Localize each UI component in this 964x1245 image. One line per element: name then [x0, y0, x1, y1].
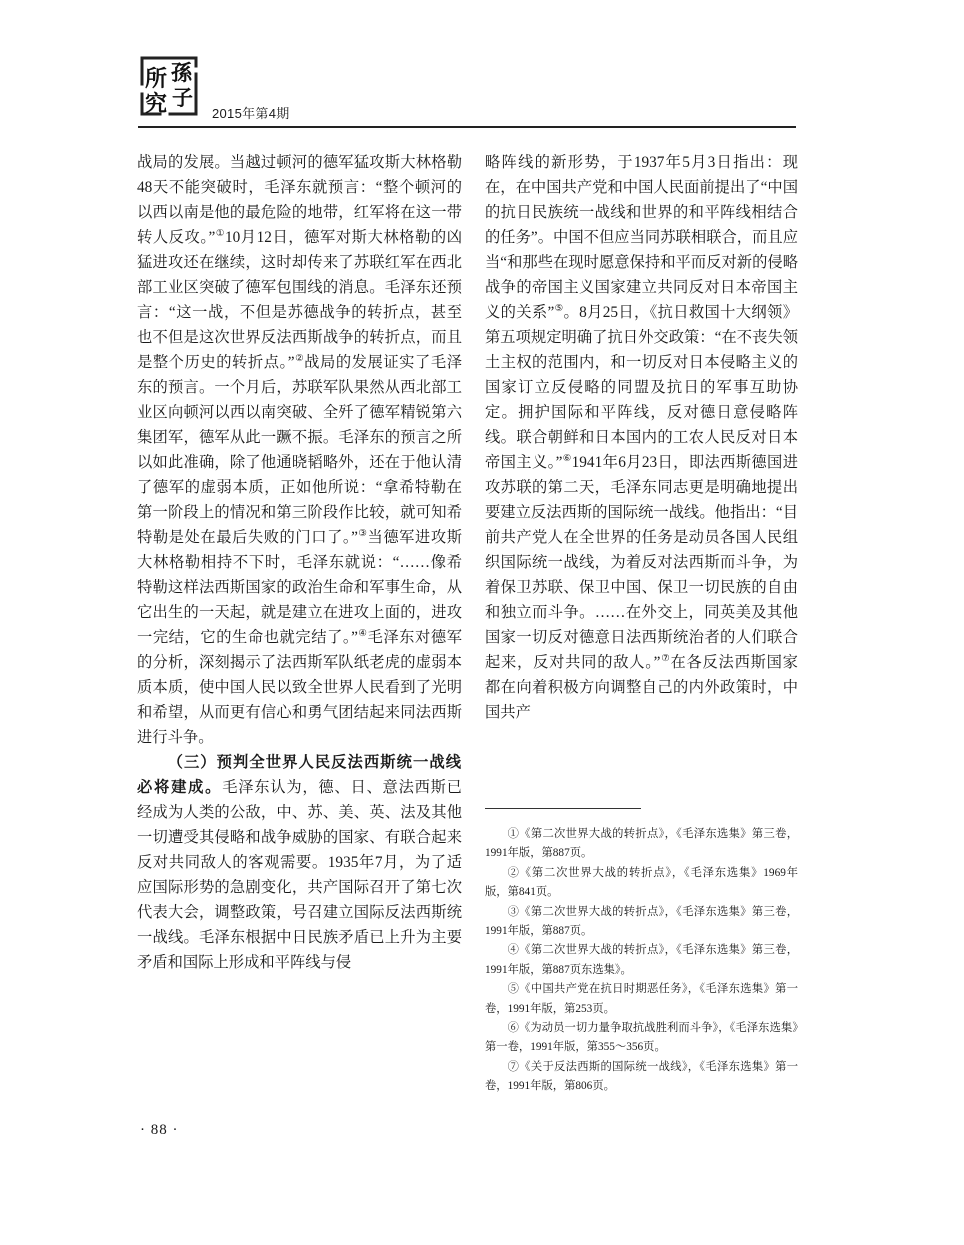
right-column	[485, 150, 798, 725]
logo-char: 孫	[171, 61, 192, 85]
paragraph-continued	[485, 150, 798, 725]
text-run: 在各反法西斯国家都在向着积极方向调整自己的内外政策时，中国共产	[485, 654, 798, 721]
text-run: 10月12日，德军对斯大林格勒的凶猛进攻还在继续，这时却传来了苏联红军在西北部工业区突破了德军包围线的消息。毛泽东还预言：“这一战，不但是苏德战争的转折点，甚至也不但是这次世界反法西斯战争的转折点，而且是整个历史的转折点。”	[137, 229, 462, 371]
footnote-rule	[485, 808, 641, 809]
footnote: ③《第二次世界大战的转折点》，《毛泽东选集》第三卷，1991年版，第887页。	[485, 905, 798, 938]
footnote: ⑤《中国共产党在抗日时期恶任务》，《毛泽东选集》第一卷，1991年版，第253页。	[485, 983, 798, 1015]
footnote-ref: ④	[357, 629, 368, 639]
footnote-ref: ⑦	[660, 654, 671, 664]
logo-char: 子	[172, 86, 193, 110]
text-run: 毛泽东认为，德、日、意法西斯已经成为人类的公敌，中、苏、美、英、法及其他一切遭受其侵略和战争威胁的国家、有联合起来反对共同敌人的客观需要。1935年7月，为了适应国际形势的急剧变化，共产国际召开了第七次代表大会，调整政策，号召建立国际反法西斯统一战线。毛泽东根据中日民族矛盾已上升为主要矛盾和国际上形成和平阵线与侵	[137, 779, 462, 971]
text-run: 毛泽东对德军的分析，深刻揭示了法西斯军队纸老虎的虚弱本质本质，使中国人民以致全世界人民看到了光明和希望，从而更有信心和勇气团结起来同法西斯进行斗争。	[137, 629, 462, 746]
footnote-ref: ①	[215, 229, 225, 239]
text-run: 当德军进攻斯大林格勒相持不下时，毛泽东就说：“……像希特勒这样法西斯国家的政治生命和军事生命，从它出生的一天起，就是建立在进攻上面的，进攻一完结，它的生命也就完结了。”	[137, 529, 462, 646]
footnote: ⑥《为动员一切力量争取抗战胜利而斗争》，《毛泽东选集》第一卷，1991年版，第355～356页。	[485, 1022, 798, 1054]
footnote-ref: ②	[294, 354, 305, 364]
paragraph-united-front	[137, 750, 462, 975]
text-run: 战局的发展证实了毛泽东的预言。一个月后，苏联军队果然从西北部工业区向顿河以西以南突破、全歼了德军精锐第六集团军，德军从此一蹶不振。毛泽东的预言之所以如此准确，除了他通晓韬略外，还在于他认清了德军的虚弱本质，正如他所说：“拿希特勒在第一阶段上的情况和第三阶段作比较，就可知希特勒是处在最后失败的门口了。”	[137, 354, 462, 546]
logo-char: 所	[145, 66, 168, 91]
text-run: 略阵线的新形势，于1937年5月3日指出：现在，在中国共产党和中国人民面前提出了“中国的抗日民族统一战线和世界的和平阵线相结合的任务”。中国不但应当同苏联相联合，而且应当“和那些在现时愿意保持和平而反对新的侵略战争的帝国主义国家建立共同反对日本帝国主义的关系”	[485, 154, 798, 321]
section-heading: （三）预判全世界人民反法西斯统一战线必将建成。	[137, 754, 462, 796]
journal-logo	[136, 54, 200, 120]
text-run: 战局的发展。当越过顿河的德军猛攻斯大林格勒48天不能突破时，毛泽东就预言：“整个顿河的以西以南是他的最危险的地带，红军将在这一带转人反攻。”	[137, 154, 462, 246]
footnote: ②《第二次世界大战的转折点》，《毛泽东选集》1969年版，第841页。	[485, 866, 798, 899]
footnote: ④《第二次世界大战的转折点》，《毛泽东选集》第三卷，1991年版，第887页东选集》。	[485, 944, 798, 976]
paragraph-predictions	[137, 150, 462, 750]
footnote-ref: ③	[357, 529, 368, 539]
footnotes	[485, 825, 798, 1097]
text-run: 。8月25日，《抗日救国十大纲领》第五项规定明确了抗日外交政策：“在不丧失领土主权的范围内，和一切反对日本侵略主义的国家订立反侵略的同盟及抗日的军事互助协定。拥护国际和平阵线，反对德日意侵略阵线。联合朝鲜和日本国内的工农人民反对日本帝国主义。”	[485, 304, 798, 471]
logo-char: 究	[145, 91, 168, 116]
page-number: · 88 ·	[140, 1122, 179, 1138]
issue-label: 2015年第4期	[212, 106, 290, 121]
left-column	[137, 150, 462, 975]
text-run: 1941年6月23日，即法西斯德国进攻苏联的第二天，毛泽东同志更是明确地提出要建立反法西斯的国际统一战线。他指出：“目前共产党人在全世界的任务是动员各国人民组织国际统一战线，为着反对法西斯而斗争，为着保卫苏联、保卫中国、保卫一切民族的自由和独立而斗争。……在外交上，同英美及其他国家一切反对德意日法西斯统治者的人们联合起来，反对共同的敌人。”	[485, 454, 799, 671]
footnote-ref: ⑤	[554, 304, 564, 314]
header-rule	[138, 126, 796, 128]
footnote: ⑦《关于反法西斯的国际统一战线》，《毛泽东选集》第一卷，1991年版，第806页。	[485, 1060, 798, 1093]
footnote: ①《第二次世界大战的转折点》，《毛泽东选集》第三卷，1991年版，第887页。	[485, 828, 798, 860]
footnote-ref: ⑥	[562, 454, 572, 464]
